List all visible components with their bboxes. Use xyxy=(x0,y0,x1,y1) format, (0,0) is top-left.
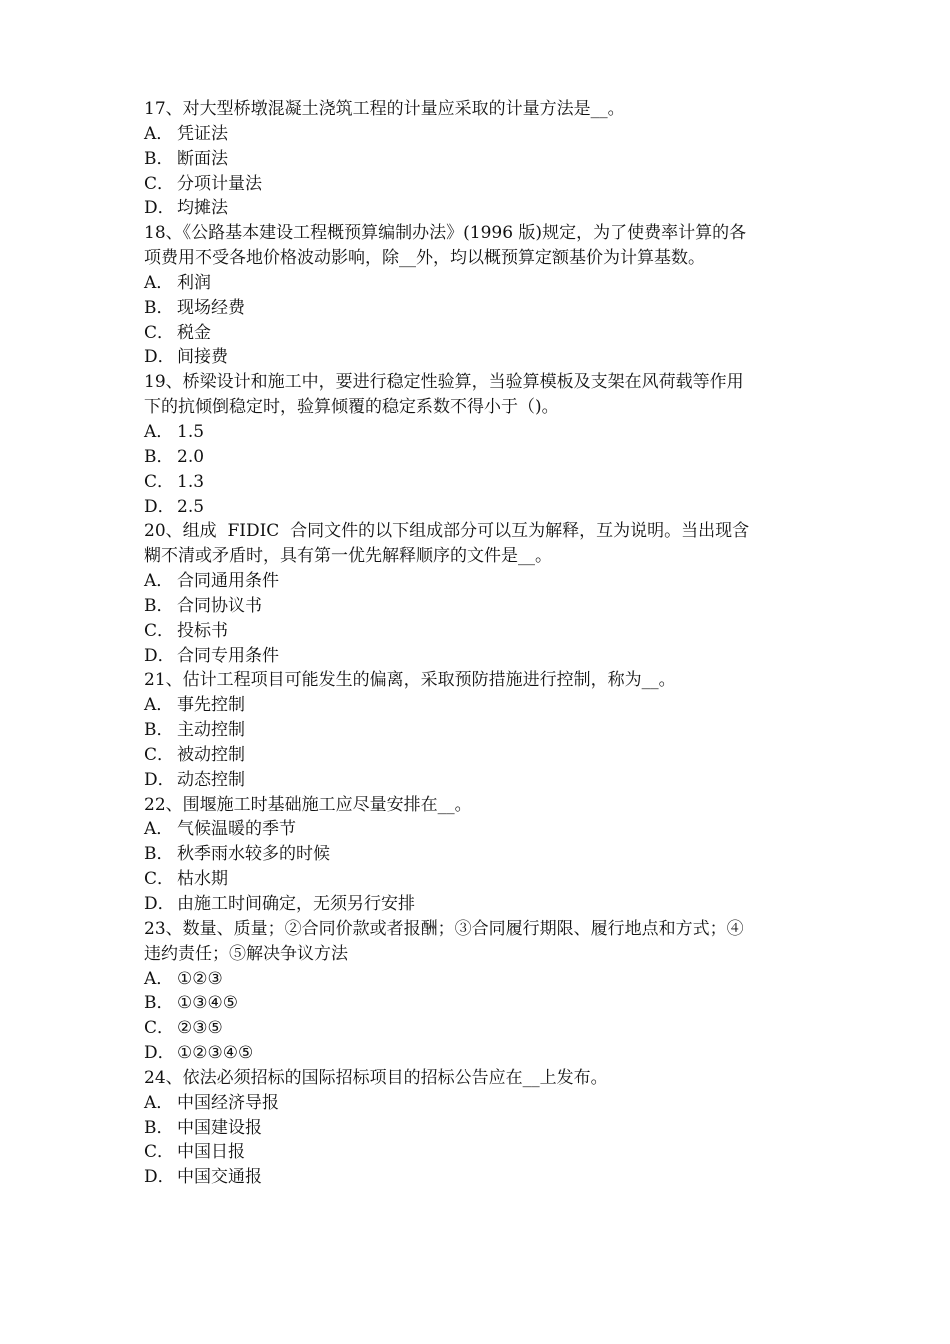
option-letter: D． xyxy=(144,496,175,517)
question-24-stem-line-1: 24、依法必须招标的国际招标项目的招标公告应在__上发布。 xyxy=(144,1067,608,1088)
question-18 xyxy=(144,221,816,370)
question-19 xyxy=(144,370,816,519)
option-text: 2.5 xyxy=(177,496,205,517)
option-text: ①②③ xyxy=(177,968,223,989)
option-letter: B． xyxy=(144,297,174,318)
question-23-stem-line-2: 违约责任；⑤解决争议方法 xyxy=(144,943,348,964)
option-letter: D． xyxy=(144,198,175,219)
option-letter: B． xyxy=(144,1117,174,1138)
question-18-stem-line-1: 18、《公路基本建设工程概预算编制办法》(1996 版)规定，为了使费率计算的各 xyxy=(144,223,747,244)
option-letter: D． xyxy=(144,645,175,666)
question-20-stem-line-1: 20、组成 FIDIC 合同文件的以下组成部分可以互为解释，互为说明。当出现含 xyxy=(144,521,750,542)
option-letter: C． xyxy=(144,1018,175,1039)
question-22-option-a xyxy=(144,817,816,842)
option-text: ①②③④⑤ xyxy=(177,1043,254,1064)
question-17-option-c xyxy=(144,172,816,197)
question-24-option-c xyxy=(144,1140,816,1165)
option-letter: C． xyxy=(144,744,175,765)
question-21-option-b xyxy=(144,718,816,743)
question-list xyxy=(144,97,816,1190)
question-21-stem-line-1: 21、估计工程项目可能发生的偏离，采取预防措施进行控制，称为__。 xyxy=(144,670,676,691)
question-20-stem-line-2: 糊不清或矛盾时，具有第一优先解释顺序的文件是__。 xyxy=(144,546,552,567)
option-text: 枯水期 xyxy=(177,869,228,890)
option-letter: B． xyxy=(144,844,174,865)
question-20-option-a xyxy=(144,569,816,594)
option-letter: B． xyxy=(144,993,174,1014)
option-text: 间接费 xyxy=(177,347,228,368)
option-letter: D． xyxy=(144,1167,175,1188)
option-text: 主动控制 xyxy=(177,720,245,741)
question-23 xyxy=(144,917,816,1066)
question-21-option-d xyxy=(144,768,816,793)
option-text: 现场经费 xyxy=(177,297,245,318)
question-22-option-b xyxy=(144,842,816,867)
question-23-option-c xyxy=(144,1016,816,1041)
question-18-option-c xyxy=(144,321,816,346)
option-letter: A． xyxy=(144,421,174,442)
option-text: 2.0 xyxy=(177,446,205,467)
option-letter: A． xyxy=(144,695,174,716)
question-22-option-d xyxy=(144,892,816,917)
question-21 xyxy=(144,668,816,792)
option-letter: C． xyxy=(144,173,175,194)
question-24-option-d xyxy=(144,1165,816,1190)
question-18-stem-line-2: 项费用不受各地价格波动影响，除__外，均以概预算定额基价为计算基数。 xyxy=(144,248,705,269)
option-letter: C． xyxy=(144,869,175,890)
option-text: ①③④⑤ xyxy=(177,993,238,1014)
question-18-option-a xyxy=(144,271,816,296)
option-letter: C． xyxy=(144,322,175,343)
question-19-option-b xyxy=(144,445,816,470)
question-20-option-d xyxy=(144,644,816,669)
question-23-stem-line-1: 23、数量、质量；②合同价款或者报酬；③合同履行期限、履行地点和方式；④ xyxy=(144,918,744,939)
question-21-option-a xyxy=(144,693,816,718)
question-22-option-c xyxy=(144,867,816,892)
option-letter: B． xyxy=(144,720,174,741)
question-19-option-c xyxy=(144,470,816,495)
option-letter: C． xyxy=(144,471,175,492)
option-text: 合同协议书 xyxy=(177,595,262,616)
option-text: 投标书 xyxy=(177,620,228,641)
option-letter: D． xyxy=(144,769,175,790)
question-22-stem-line-1: 22、围堰施工时基础施工应尽量安排在__。 xyxy=(144,794,472,815)
option-letter: A． xyxy=(144,272,174,293)
option-text: 均摊法 xyxy=(177,198,228,219)
option-letter: D． xyxy=(144,1043,175,1064)
question-17-option-a xyxy=(144,122,816,147)
option-letter: B． xyxy=(144,446,174,467)
option-text: 分项计量法 xyxy=(177,173,262,194)
option-text: 中国经济导报 xyxy=(177,1092,279,1113)
option-text: 利润 xyxy=(177,272,211,293)
option-text: 税金 xyxy=(177,322,211,343)
option-text: 合同通用条件 xyxy=(177,571,279,592)
option-text: 被动控制 xyxy=(177,744,245,765)
question-19-option-d xyxy=(144,495,816,520)
option-text: 动态控制 xyxy=(177,769,245,790)
question-24 xyxy=(144,1066,816,1190)
option-letter: B． xyxy=(144,148,174,169)
option-letter: A． xyxy=(144,123,174,144)
question-19-stem-line-2: 下的抗倾倒稳定时，验算倾覆的稳定系数不得小于（)。 xyxy=(144,397,559,418)
question-20-option-c xyxy=(144,619,816,644)
question-22 xyxy=(144,793,816,917)
option-letter: C． xyxy=(144,1142,175,1163)
option-letter: A． xyxy=(144,571,174,592)
question-24-option-b xyxy=(144,1116,816,1141)
question-17-option-b xyxy=(144,147,816,172)
option-text: 中国交通报 xyxy=(177,1167,262,1188)
question-20 xyxy=(144,519,816,668)
question-18-option-d xyxy=(144,345,816,370)
question-24-option-a xyxy=(144,1091,816,1116)
option-letter: A． xyxy=(144,819,174,840)
option-text: 断面法 xyxy=(177,148,228,169)
option-letter: D． xyxy=(144,894,175,914)
option-text: ②③⑤ xyxy=(177,1018,223,1039)
option-text: 由施工时间确定，无须另行安排 xyxy=(177,894,415,914)
question-17 xyxy=(144,97,816,221)
question-17-stem-line-1: 17、对大型桥墩混凝土浇筑工程的计量应采取的计量方法是__。 xyxy=(144,99,625,119)
question-21-option-c xyxy=(144,743,816,768)
option-letter: C． xyxy=(144,620,175,641)
question-23-option-a xyxy=(144,967,816,992)
option-letter: B． xyxy=(144,595,174,616)
option-text: 事先控制 xyxy=(177,695,245,716)
question-19-stem-line-1: 19、桥梁设计和施工中，要进行稳定性验算，当验算模板及支架在风荷载等作用 xyxy=(144,372,744,393)
option-letter: A． xyxy=(144,968,174,989)
option-letter: A． xyxy=(144,1092,174,1113)
option-text: 中国日报 xyxy=(177,1142,245,1163)
question-23-option-b xyxy=(144,991,816,1016)
question-18-option-b xyxy=(144,296,816,321)
question-17-option-d xyxy=(144,196,816,221)
option-text: 1.5 xyxy=(177,421,205,442)
option-text: 中国建设报 xyxy=(177,1117,262,1138)
option-text: 凭证法 xyxy=(177,123,228,144)
question-23-option-d xyxy=(144,1041,816,1066)
question-20-option-b xyxy=(144,594,816,619)
option-text: 气候温暖的季节 xyxy=(177,819,296,840)
option-letter: D． xyxy=(144,347,175,368)
option-text: 合同专用条件 xyxy=(177,645,279,666)
option-text: 秋季雨水较多的时候 xyxy=(177,844,330,865)
option-text: 1.3 xyxy=(177,471,205,492)
question-19-option-a xyxy=(144,420,816,445)
